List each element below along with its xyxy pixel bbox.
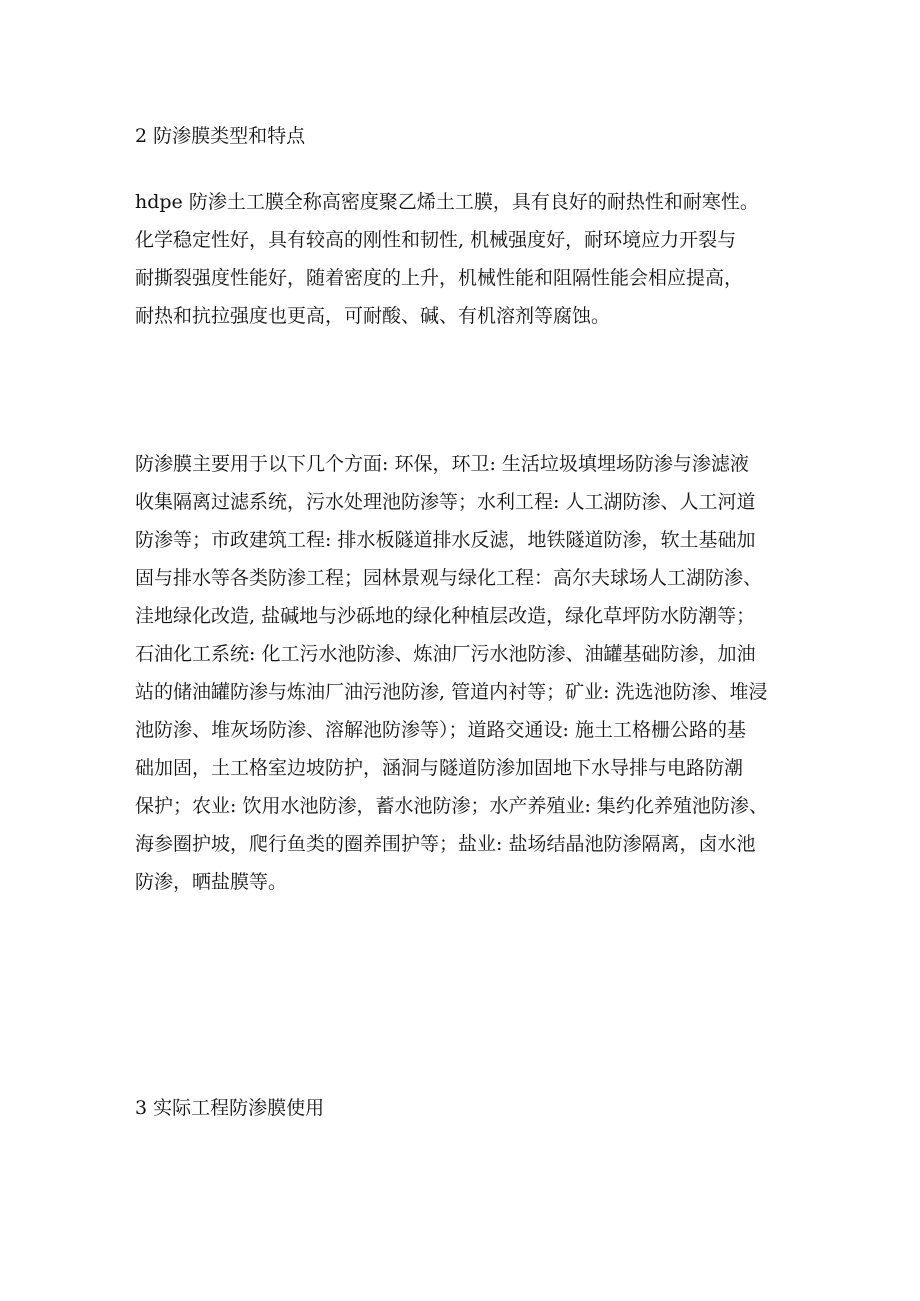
paragraph-line: 防渗，晒盐膜等。 xyxy=(135,871,288,893)
paragraph-line: 防渗等；市政建筑工程: 排水板隧道排水反滤，地铁隧道防渗，软土基础加 xyxy=(135,529,756,551)
paragraph-line: hdpe 防渗土工膜全称高密度聚乙烯土工膜，具有良好的耐热性和耐寒性。 xyxy=(135,191,759,213)
paragraph-line: 固与排水等各类防渗工程；园林景观与绿化工程：高尔夫球场人工湖防渗、 xyxy=(135,567,763,589)
paragraph-line: 耐热和抗拉强度也更高，可耐酸、碱、有机溶剂等腐蚀。 xyxy=(135,305,611,327)
paragraph-line: 洼地绿化改造, 盐碱地与沙砾地的绿化种植层改造，绿化草坪防水防潮等； xyxy=(135,605,756,627)
paragraph-hdpe-description xyxy=(135,183,815,335)
paragraph-line: 化学稳定性好，具有较高的刚性和韧性, 机械强度好，耐环境应力开裂与 xyxy=(135,229,737,251)
paragraph-line: 础加固，土工格室边坡防护，涵洞与隧道防渗加固地下水导排与电路防潮 xyxy=(135,757,744,779)
paragraph-applications xyxy=(135,445,815,901)
paragraph-line: 石油化工系统: 化工污水池防渗、炼油厂污水池防渗、油罐基础防渗，加油 xyxy=(135,643,756,665)
paragraph-line: 耐撕裂强度性能好，随着密度的上升，机械性能和阻隔性能会相应提高， xyxy=(135,267,744,289)
paragraph-line: 池防渗、堆灰场防渗、溶解池防渗等）；道路交通设: 施土工格栅公路的基 xyxy=(135,719,746,741)
paragraph-line: 收集隔离过滤系统，污水处理池防渗等；水利工程: 人工湖防渗、人工河道 xyxy=(135,491,756,513)
section-heading-3: 3 实际工程防渗膜使用 xyxy=(135,1097,325,1119)
paragraph-line: 防渗膜主要用于以下几个方面: 环保，环卫: 生活垃圾填埋场防渗与渗滤液 xyxy=(135,453,749,475)
paragraph-line: 站的储油罐防渗与炼油厂油污池防渗, 管道内衬等；矿业: 洗选池防渗、堆浸 xyxy=(135,681,768,703)
paragraph-line: 保护；农业: 饮用水池防渗，蓄水池防渗；水产养殖业: 集约化养殖池防渗、 xyxy=(135,795,768,817)
paragraph-line: 海参圈护坡，爬行鱼类的圈养围护等；盐业: 盐场结晶池防渗隔离，卤水池 xyxy=(135,833,756,855)
section-heading-2: 2 防渗膜类型和特点 xyxy=(135,125,306,147)
